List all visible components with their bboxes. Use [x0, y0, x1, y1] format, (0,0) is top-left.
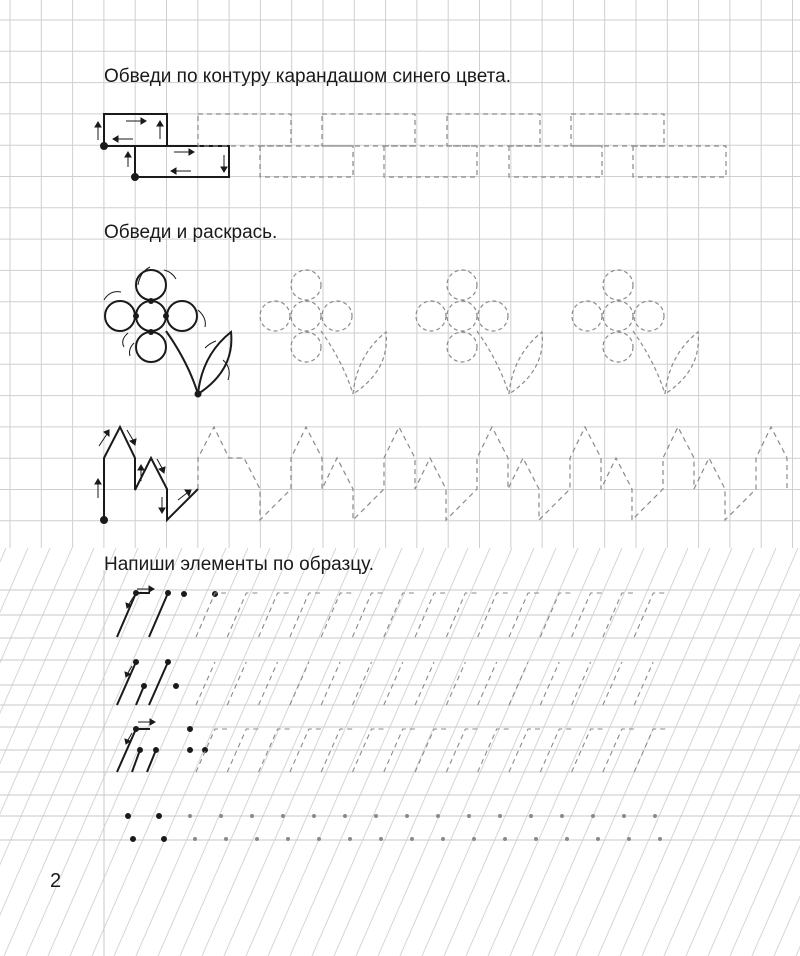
slant-stroke [572, 662, 591, 705]
leaf-trace [353, 332, 386, 394]
petal-trace [603, 332, 633, 362]
brick-sample-arrows [95, 118, 227, 181]
trace-dot [622, 814, 626, 818]
trace-dot [281, 814, 285, 818]
slant-line [202, 548, 380, 956]
trace-dot [441, 837, 445, 841]
petal-trace [447, 301, 477, 331]
slant-line [708, 548, 800, 956]
trace-dot [405, 814, 409, 818]
trace-dot [472, 837, 476, 841]
trace-dot [596, 837, 600, 841]
trace-dot [286, 837, 290, 841]
slant-line [0, 548, 116, 956]
trace-dot [193, 837, 197, 841]
slant-line [532, 548, 710, 956]
trace-element-row-2 [446, 662, 465, 705]
slant-line [510, 548, 688, 956]
slant-line [356, 548, 534, 956]
slant-line [334, 548, 512, 956]
trace-dot [374, 814, 378, 818]
petal-trace [634, 301, 664, 331]
trace-dot [312, 814, 316, 818]
writing-exercise [117, 586, 667, 842]
brick-trace [571, 114, 664, 146]
slant-line [224, 548, 402, 956]
flower-sample [105, 270, 231, 394]
stem-trace [477, 331, 509, 394]
trace-dot [503, 837, 507, 841]
petal-trace [447, 332, 477, 362]
slant-line [268, 548, 446, 956]
slant-stroke [603, 662, 622, 705]
petal-trace [260, 301, 290, 331]
task-1-instruction: Обведи по контуру карандашом синего цвета. [104, 66, 512, 87]
slant-line [642, 548, 800, 956]
slant-line [422, 548, 600, 956]
trace-dot [529, 814, 533, 818]
writing-sample-marks [125, 586, 218, 842]
leaf-trace [509, 332, 542, 394]
slant-stroke [446, 662, 465, 705]
slant-stroke [321, 662, 340, 705]
trace-dot [219, 814, 223, 818]
slant-line [312, 548, 490, 956]
flower-trace [572, 270, 698, 394]
slant-stroke [227, 662, 246, 705]
leaf-trace [665, 332, 698, 394]
petal-trace [322, 301, 352, 331]
petal-trace [291, 270, 321, 300]
trace-dot [560, 814, 564, 818]
slant-line [0, 548, 50, 956]
flower-trace-exercise [104, 267, 698, 398]
brick-trace [509, 146, 602, 177]
brick-trace [322, 114, 415, 146]
trace-dot [224, 837, 228, 841]
brick-trace-rows [198, 114, 726, 177]
slant-line [466, 548, 644, 956]
petal-trace [572, 301, 602, 331]
slant-line [0, 548, 138, 956]
trace-dot [591, 814, 595, 818]
trace-element-row-2 [572, 662, 591, 705]
brick-trace [633, 146, 726, 177]
slant-line [48, 548, 226, 956]
trace-dot [653, 814, 657, 818]
task-3-instruction: Напиши элементы по образцу. [104, 554, 374, 575]
trace-element-row-2 [227, 662, 246, 705]
slant-line [444, 548, 622, 956]
slant-line [378, 548, 556, 956]
trace-dot [250, 814, 254, 818]
slant-line [92, 548, 270, 956]
slant-line [0, 548, 94, 956]
petal-trace [603, 270, 633, 300]
slant-line [290, 548, 468, 956]
petal-trace [478, 301, 508, 331]
trace-dot [658, 837, 662, 841]
petal-trace [291, 301, 321, 331]
petal-trace [447, 270, 477, 300]
slant-stroke [478, 662, 497, 705]
slant-line [70, 548, 248, 956]
trace-dot [317, 837, 321, 841]
trace-dot [534, 837, 538, 841]
slant-line [246, 548, 424, 956]
slant-line [576, 548, 754, 956]
trace-element-row-2 [321, 662, 340, 705]
slant-line [730, 548, 800, 956]
trace-dot [627, 837, 631, 841]
slant-stroke [196, 662, 215, 705]
trace-dot [348, 837, 352, 841]
brick-trace [260, 146, 353, 177]
writing-trace-rows [188, 593, 667, 841]
slant-stroke [353, 662, 372, 705]
trace-dot [255, 837, 259, 841]
trace-dot [498, 814, 502, 818]
trace-dot [467, 814, 471, 818]
brick-trace-exercise [95, 114, 726, 181]
slant-line [598, 548, 776, 956]
trace-dot [379, 837, 383, 841]
brick-trace [384, 146, 477, 177]
petal-trace [603, 301, 633, 331]
slant-line [774, 548, 800, 956]
brick-trace [198, 114, 291, 146]
trace-dot [343, 814, 347, 818]
slanted-ruling [0, 548, 800, 956]
trace-element-row-2 [196, 662, 215, 705]
trace-element-row-2 [353, 662, 372, 705]
fence-trace-exercise [95, 427, 787, 524]
slant-line [686, 548, 800, 956]
slant-line [0, 548, 72, 956]
slant-line [158, 548, 336, 956]
stem-trace [321, 331, 353, 394]
trace-dot [436, 814, 440, 818]
slant-line [664, 548, 800, 956]
trace-dot [565, 837, 569, 841]
slant-line [136, 548, 314, 956]
slant-line [488, 548, 666, 956]
petal-trace [291, 332, 321, 362]
trace-dot [188, 814, 192, 818]
trace-element-row-2 [603, 662, 622, 705]
slant-line [0, 548, 160, 956]
trace-dot [410, 837, 414, 841]
brick-trace [447, 114, 540, 146]
page-number: 2 [50, 870, 62, 892]
stem-trace [633, 331, 665, 394]
trace-element-row-2 [478, 662, 497, 705]
fence-sample [104, 427, 198, 520]
slant-line [26, 548, 204, 956]
task-2-instruction: Обведи и раскрась. [104, 222, 278, 243]
petal-trace [416, 301, 446, 331]
